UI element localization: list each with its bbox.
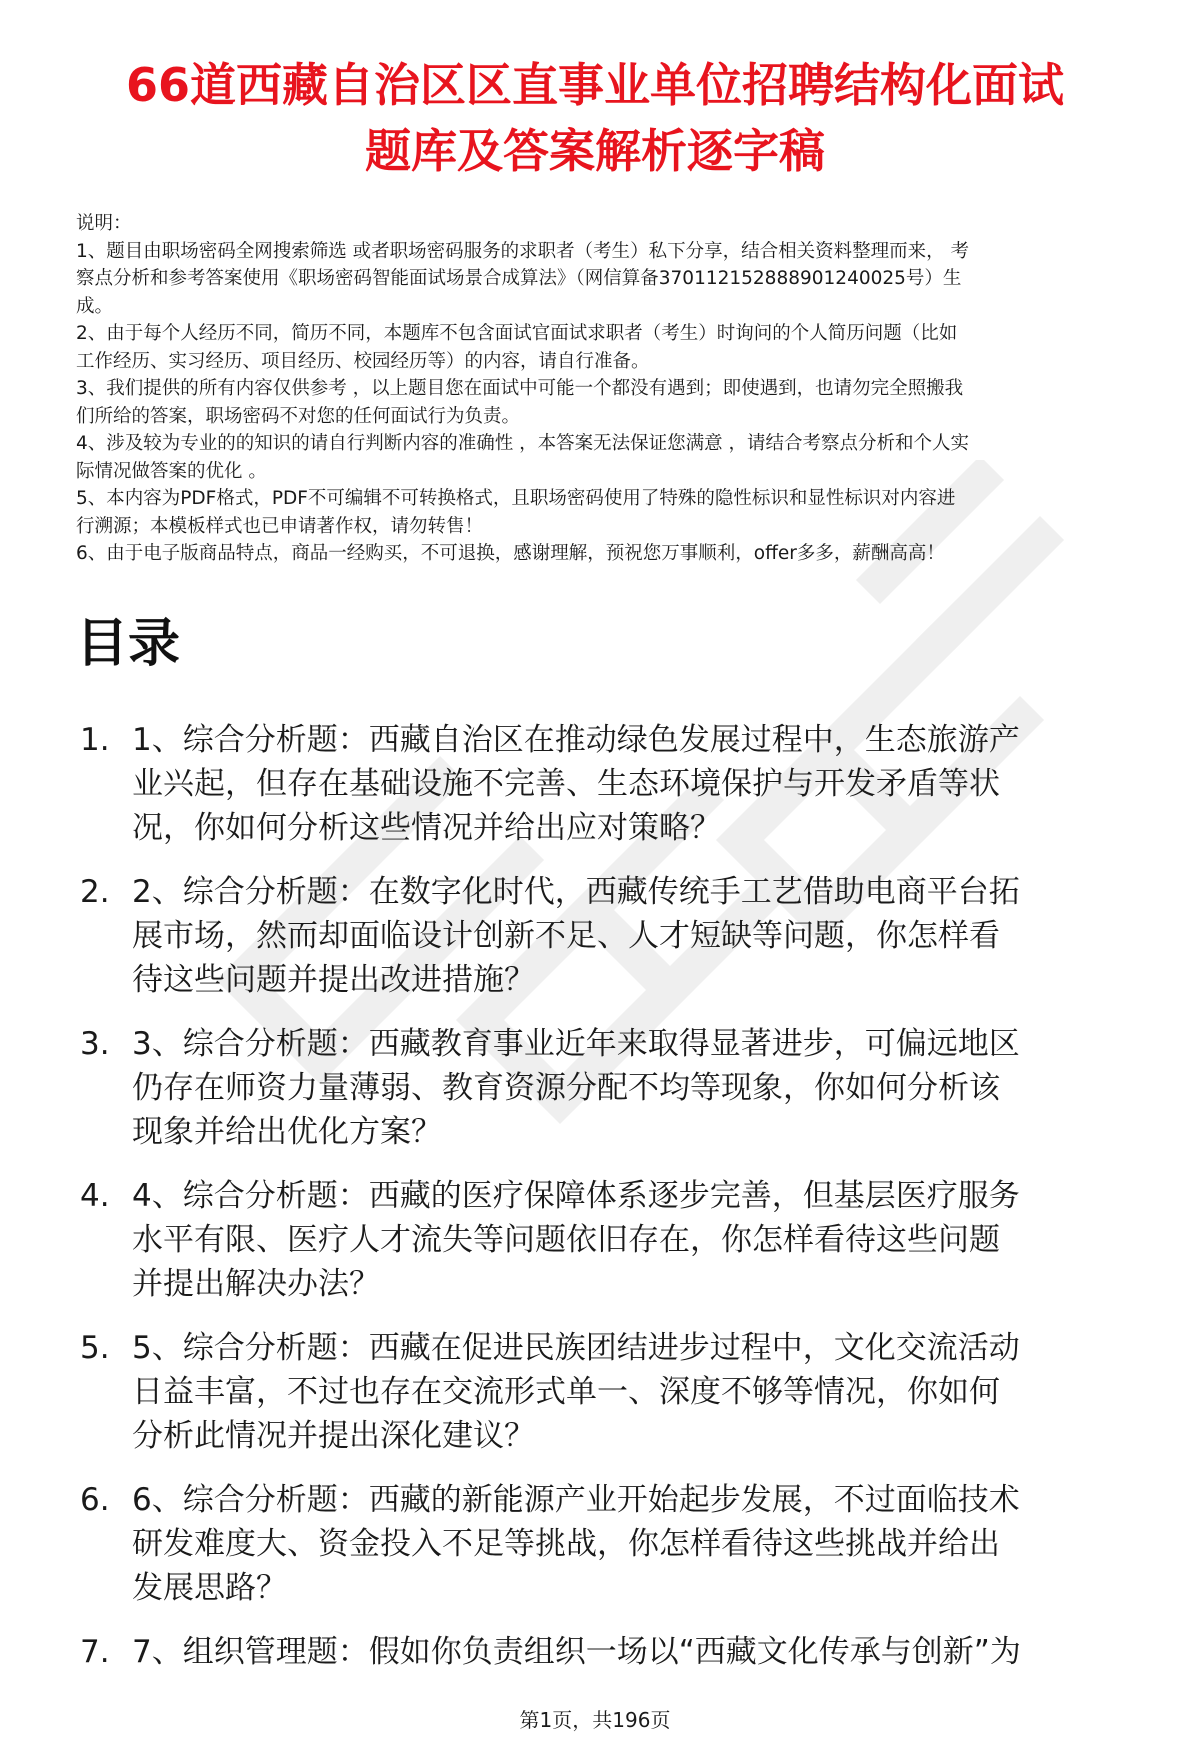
toc-item-text: 仍存在师资力量薄弱、教育资源分配不均等现象，你如何分析该 — [132, 1070, 1000, 1106]
toc-item-number: 1. — [80, 722, 110, 758]
note-line: 际情况做答案的优化 。 — [76, 460, 267, 482]
toc-item-text: 1、综合分析题：西藏自治区在推动绿色发展过程中，生态旅游产 — [132, 722, 1020, 758]
toc-item-text: 6、综合分析题：西藏的新能源产业开始起步发展，不过面临技术 — [132, 1482, 1020, 1518]
toc-item-number: 4. — [80, 1178, 110, 1214]
toc-item-text: 发展思路？ — [132, 1570, 287, 1606]
notes-block — [76, 210, 1166, 568]
toc-item-text: 并提出解决办法？ — [132, 1266, 380, 1302]
toc-item-text: 现象并给出优化方案？ — [132, 1114, 442, 1150]
note-line: 成。 — [76, 295, 114, 317]
toc-item-text: 分析此情况并提出深化建议？ — [132, 1418, 535, 1454]
toc-item-text: 7、组织管理题：假如你负责组织一场以“西藏文化传承与创新”为 — [132, 1634, 1021, 1670]
toc-item-number: 2. — [80, 874, 110, 910]
toc-item[interactable] — [76, 1022, 1166, 1154]
note-line: 2、由于每个人经历不同，简历不同，本题库不包含面试官面试求职者（考生）时询问的个人简历问题（比如 — [76, 323, 958, 344]
toc-item-text: 5、综合分析题：西藏在促进民族团结进步过程中，文化交流活动 — [132, 1330, 1020, 1366]
toc-item-text: 3、综合分析题：西藏教育事业近年来取得显著进步，可偏远地区 — [132, 1026, 1020, 1062]
toc-item-number: 5. — [80, 1330, 110, 1366]
note-line: 3、我们提供的所有内容仅供参考 ，以上题目您在面试中可能一个都没有遇到；即使遇到，也请勿完全照搬我 — [76, 378, 964, 399]
toc-item-text: 日益丰富，不过也存在交流形式单一、深度不够等情况，你如何 — [132, 1374, 1000, 1410]
toc-item[interactable] — [76, 1174, 1166, 1306]
toc-item-text: 4、综合分析题：西藏的医疗保障体系逐步完善，但基层医疗服务 — [132, 1178, 1020, 1214]
title-line-2: 题库及答案解析逐字稿 — [365, 124, 825, 178]
toc-item-text: 况，你如何分析这些情况并给出应对策略？ — [132, 810, 721, 846]
toc-item-text: 业兴起，但存在基础设施不完善、生态环境保护与开发矛盾等状 — [132, 766, 1000, 802]
toc-item-number: 3. — [80, 1026, 110, 1062]
note-line: 察点分析和参考答案使用《职场密码智能面试场景合成算法》（网信算备370112152888901240025号）生 — [76, 268, 962, 289]
document-title — [60, 52, 1130, 184]
toc-heading: 目录 — [76, 614, 181, 674]
note-line: 工作经历、实习经历、项目经历、校园经历等）的内容，请自行准备。 — [76, 350, 650, 372]
note-line: 5、本内容为PDF格式，PDF不可编辑不可转换格式，且职场密码使用了特殊的隐性标识和显性标识对内容进 — [76, 488, 956, 509]
notes-heading: 说明： — [76, 213, 132, 234]
title-line-1: 66道西藏自治区区直事业单位招聘结构化面试 — [125, 58, 1064, 112]
note-line: 1、题目由职场密码全网搜索筛选 或者职场密码服务的求职者（考生）私下分享，结合相关资料整理而来， 考 — [76, 240, 970, 262]
page-footer: 第1页，共196页 — [519, 1708, 671, 1732]
toc-item[interactable] — [76, 1478, 1166, 1610]
toc-item[interactable] — [76, 1326, 1166, 1458]
note-line: 6、由于电子版商品特点，商品一经购买，不可退换，感谢理解，预祝您万事顺利，offer多多，薪酬高高！ — [76, 543, 945, 564]
toc-item-number: 6. — [80, 1482, 110, 1518]
note-line: 行溯源；本模板样式也已申请著作权，请勿转售！ — [76, 515, 484, 537]
toc-item-text: 2、综合分析题：在数字化时代，西藏传统手工艺借助电商平台拓 — [132, 874, 1020, 910]
toc-item[interactable] — [76, 1630, 1166, 1674]
toc-item-number: 7. — [80, 1634, 110, 1670]
toc-item-text: 展市场，然而却面临设计创新不足、人才短缺等问题，你怎样看 — [132, 918, 1000, 954]
note-line: 4、涉及较为专业的的知识的请自行判断内容的准确性 ，本答案无法保证您满意 ，请结合考察点分析和个人实 — [76, 433, 970, 454]
toc-item[interactable] — [76, 718, 1166, 850]
toc-item[interactable] — [76, 870, 1166, 1002]
toc-item-text: 水平有限、医疗人才流失等问题依旧存在，你怎样看待这些问题 — [132, 1222, 1000, 1258]
table-of-contents — [76, 718, 1166, 1694]
toc-item-text: 待这些问题并提出改进措施？ — [132, 962, 535, 998]
toc-item-text: 研发难度大、资金投入不足等挑战，你怎样看待这些挑战并给出 — [132, 1526, 1000, 1562]
note-line: 们所给的答案，职场密码不对您的任何面试行为负责。 — [76, 405, 521, 427]
